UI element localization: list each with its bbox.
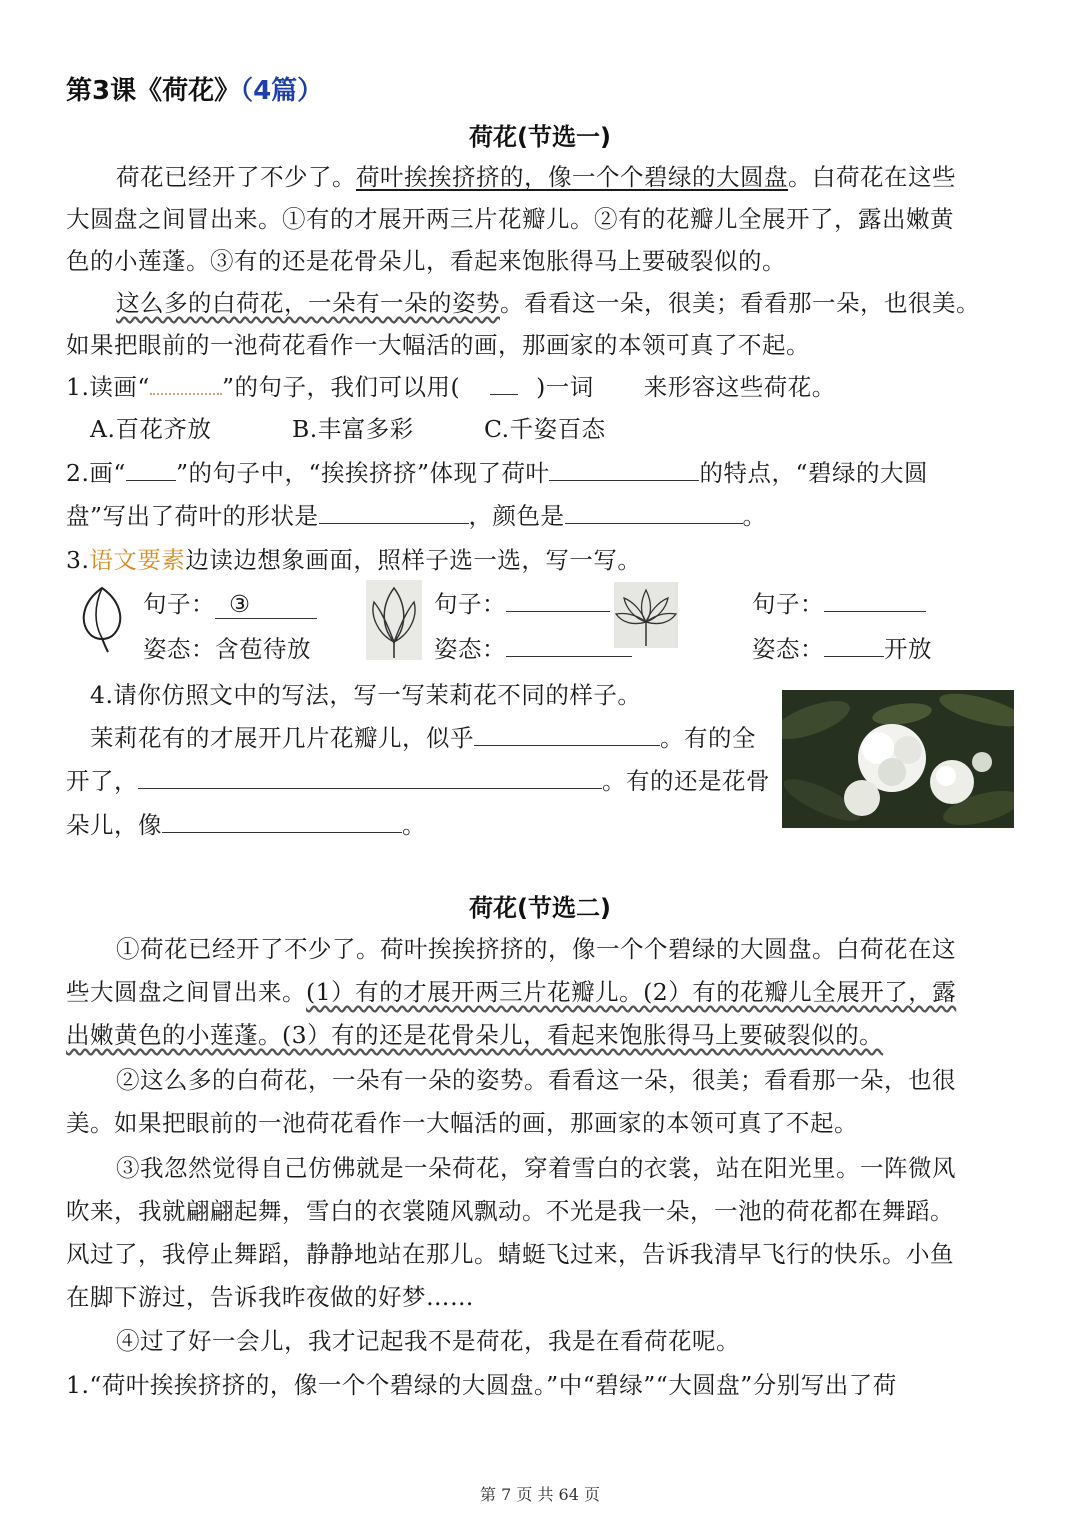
q1-wavy-blank[interactable] [150, 373, 222, 395]
section1-title: 荷花(节选一) [469, 123, 611, 151]
s2-p2-line2: 美。如果把眼前的一池荷花看作一大幅活的画，那画家的本领可真了不起。 [66, 1109, 858, 1137]
jasmine-photo [782, 690, 1014, 828]
lotus-bud-image [74, 584, 130, 654]
s1-question2-line2: 盘”写出了荷叶的形状是 ，颜色是 。 [66, 502, 767, 530]
s2-p3-line4: 在脚下游过，告诉我昨夜做的好梦…… [66, 1283, 474, 1311]
s2-p3-line3: 风过了，我停止舞蹈，静静地站在那儿。蜻蜓飞过来，告诉我清早飞行的快乐。小鱼 [66, 1240, 954, 1268]
s1-q4-line2: 开了， 。有的还是花骨 [66, 767, 770, 795]
q3-ex3-posture: 姿态： 开放 [752, 635, 932, 663]
q3-ex2-posture: 姿态： [434, 630, 632, 664]
lesson-title-text: 第3课《荷花》 [66, 76, 241, 106]
page-footer: 第 7 页 共 64 页 [480, 1485, 600, 1504]
q2-straight-blank[interactable] [126, 460, 176, 481]
s1-q4-line1: 茉莉花有的才展开几片花瓣儿，似乎 。有的全 [90, 724, 756, 752]
q3-ex2-sentence-blank[interactable] [506, 591, 610, 612]
s2-p2-line1: ②这么多的白荷花，一朵有一朵的姿势。看看这一朵，很美；看看那一朵，也很 [116, 1066, 956, 1094]
q3-tag: 语文要素 [89, 546, 186, 574]
s2-p1-line1: ①荷花已经开了不少了。荷叶挨挨挤挤的，像一个个碧绿的大圆盘。白荷花在这 [116, 935, 956, 963]
q3-ex3-sentence-blank[interactable] [824, 591, 926, 612]
s1-q4-line3: 朵儿，像 。 [66, 811, 426, 839]
lotus-full-open-image [614, 582, 678, 648]
s2-p3-line1: ③我忽然觉得自己仿佛就是一朵荷花，穿着雪白的衣裳，站在阳光里。一阵微风 [116, 1154, 956, 1182]
q4-blank3[interactable] [162, 812, 402, 833]
q3-ex3-sentence: 句子： [752, 585, 926, 619]
section2-title: 荷花(节选二) [469, 894, 611, 922]
s1-p2-line1: 这么多的白荷花，一朵有一朵的姿势。看看这一朵，很美；看看那一朵，也很美。 [116, 289, 980, 317]
q3-ex1-answer: ③ [215, 590, 317, 619]
s2-p3-line2: 吹来，我就翩翩起舞，雪白的衣裳随风飘动。不光是我一朵，一池的荷花都在舞蹈。 [66, 1197, 954, 1225]
lesson-title [66, 70, 323, 107]
q3-ex1-posture: 姿态：含苞待放 [143, 635, 311, 663]
s1-question2-line1: 2.画“ ”的句子中，“挨挨挤挤”体现了荷叶 的特点，“碧绿的大圆 [66, 459, 928, 487]
s2-p1-line2: 些大圆盘之间冒出来。(1）有的才展开两三片花瓣儿。(2）有的花瓣儿全展开了，露 [66, 978, 957, 1006]
q4-blank1[interactable] [474, 725, 660, 746]
lesson-count: （4篇） [240, 76, 324, 106]
s1-question4-title: 4.请你仿照文中的写法，写一写茉莉花不同的样子。 [90, 681, 642, 709]
s1-p1-line2: 大圆盘之间冒出来。①有的才展开两三片花瓣儿。②有的花瓣儿全展开了，露出嫩黄 [66, 205, 954, 233]
s1-question1: 1.读画“ ”的句子，我们可以用( )一词 来形容这些荷花。 [66, 373, 836, 401]
q4-blank2[interactable] [138, 768, 602, 789]
q2-shape-blank[interactable] [319, 503, 469, 524]
s2-p1-line3: 出嫩黄色的小莲蓬。(3）有的还是花骨朵儿，看起来饱胀得马上要破裂似的。 [66, 1021, 884, 1049]
s1-p1-line1: 荷花已经开了不少了。荷叶挨挨挤挤的，像一个个碧绿的大圆盘。白荷花在这些 [116, 163, 956, 191]
s1-q1-option-c[interactable]: C.千姿百态 [484, 415, 606, 443]
q2-feature-blank[interactable] [549, 460, 699, 481]
s1-q1-option-a[interactable]: A.百花齐放 [90, 415, 212, 443]
s1-q1-option-b[interactable]: B.丰富多彩 [292, 415, 414, 443]
s1-p2-line2: 如果把眼前的一池荷花看作一大幅活的画，那画家的本领可真了不起。 [66, 331, 810, 359]
q3-ex1-sentence: 句子： ③ [143, 585, 317, 619]
s1-question3: 3.语文要素边读边想象画面，照样子选一选，写一写。 [66, 546, 642, 574]
q3-ex3-posture-blank[interactable] [824, 636, 884, 657]
s2-question1-line1: 1.“荷叶挨挨挤挤的，像一个个碧绿的大圆盘。”中“碧绿”“大圆盘”分别写出了荷 [66, 1371, 897, 1399]
q2-color-blank[interactable] [565, 503, 743, 524]
s2-p4-line1: ④过了好一会儿，我才记起我不是荷花，我是在看荷花呢。 [116, 1327, 740, 1355]
lotus-half-open-image [366, 580, 422, 660]
s1-p1-line3: 色的小莲蓬。③有的还是花骨朵儿，看起来饱胀得马上要破裂似的。 [66, 247, 786, 275]
q1-answer-blank[interactable] [490, 374, 518, 395]
q3-ex2-sentence: 句子： [434, 585, 610, 619]
